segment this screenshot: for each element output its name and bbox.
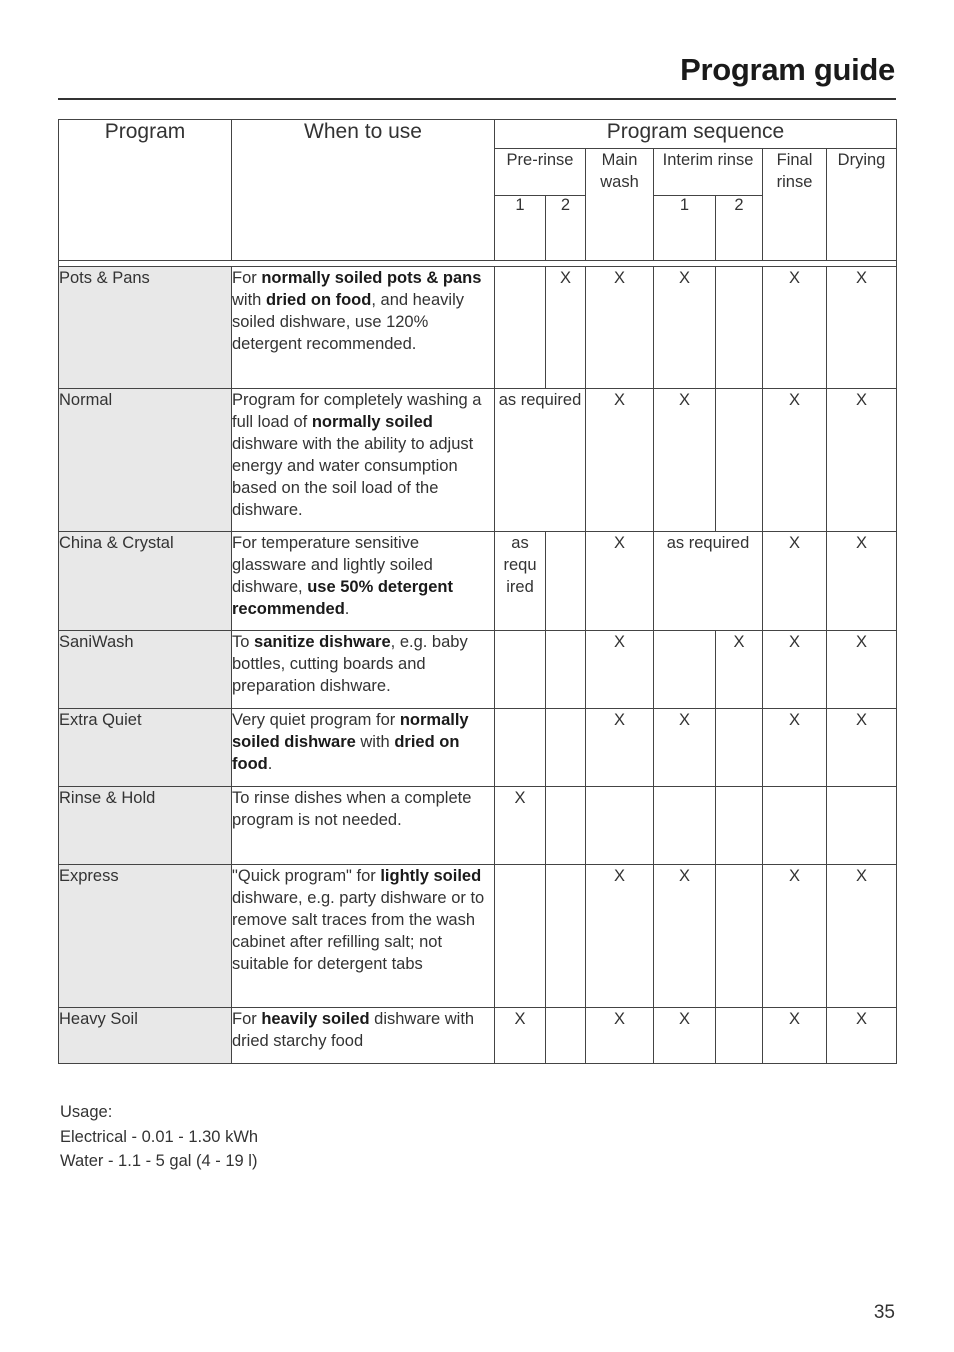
drying-cell: X (827, 389, 897, 532)
interim-1-cell (654, 631, 716, 709)
main-wash-cell: X (586, 1008, 654, 1064)
use-text-segment: For (232, 269, 262, 287)
table-row (59, 865, 897, 1008)
main-wash-cell: X (586, 267, 654, 389)
header-program: Program (59, 120, 232, 261)
emphasis-text: use 50% detergent recommended (232, 578, 454, 618)
pre-rinse-2-cell (546, 1008, 586, 1064)
header-interim-1: 1 (654, 196, 716, 261)
program-name: Heavy Soil (59, 1008, 232, 1064)
program-name: Pots & Pans (59, 267, 232, 389)
when-to-use-text (232, 787, 495, 865)
final-rinse-cell: X (763, 631, 827, 709)
header-interim-rinse: Interim rinse (654, 149, 763, 196)
usage-label: Usage: (60, 1103, 113, 1121)
final-rinse-cell: X (763, 865, 827, 1008)
when-to-use-text (232, 267, 495, 389)
interim-1-cell (654, 787, 716, 865)
program-name: Normal (59, 389, 232, 532)
header-pre-rinse: Pre-rinse (495, 149, 586, 196)
when-to-use-text (232, 1008, 495, 1064)
header-pre-rinse-1: 1 (495, 196, 546, 261)
interim-2-cell (716, 865, 763, 1008)
emphasis-text: normally soiled pots & pans (261, 269, 482, 287)
pre-rinse-1-cell (495, 709, 546, 787)
header-interim-2: 2 (716, 196, 763, 261)
pre-rinse-2-cell: X (546, 267, 586, 389)
interim-2-cell (716, 1008, 763, 1064)
drying-cell: X (827, 532, 897, 631)
program-name: Extra Quiet (59, 709, 232, 787)
use-text-segment: , and heavily soiled dishware, use 120% detergent recommended. (232, 291, 464, 353)
use-text-segment: dishware with the ability to adjust energy and water consumption based on the soil load of the dishware. (232, 435, 474, 519)
header-program-sequence: Program sequence (495, 120, 897, 149)
use-text-segment: Program for completely washing a full load of (232, 391, 482, 431)
drying-cell: X (827, 709, 897, 787)
table-row (59, 709, 897, 787)
main-wash-cell: X (586, 865, 654, 1008)
use-text-segment: For (232, 1010, 262, 1028)
title-rule (58, 98, 896, 100)
final-rinse-cell: X (763, 532, 827, 631)
table-row (59, 532, 897, 631)
interim-2-cell: X (716, 631, 763, 709)
interim-1-cell: X (654, 389, 716, 532)
final-rinse-cell: X (763, 709, 827, 787)
use-text-segment: . (267, 755, 273, 773)
pre-rinse-2-cell (546, 532, 586, 631)
final-rinse-cell (763, 787, 827, 865)
usage-electrical: Electrical - 0.01 - 1.30 kWh (60, 1127, 259, 1146)
usage-water: Water - 1.1 - 5 gal (4 - 19 l) (60, 1152, 258, 1170)
pre-rinse-2-cell (546, 631, 586, 709)
table-row (59, 389, 897, 532)
when-to-use-text (232, 709, 495, 787)
pre-rinse-1-cell: X (495, 1008, 546, 1064)
use-text-segment: dishware, e.g. party dishware or to remove salt traces from the wash cabinet after refilling salt; not suitable for detergent tabs (232, 889, 485, 973)
main-wash-cell: X (586, 709, 654, 787)
page-number: 35 (873, 1302, 895, 1323)
pre-rinse-1-cell (495, 865, 546, 1008)
when-to-use-text (232, 865, 495, 1008)
page-title: Program guide (680, 52, 895, 87)
table-row (59, 631, 897, 709)
drying-cell (827, 787, 897, 865)
drying-cell: X (827, 267, 897, 389)
use-text-segment: dishware with dried starchy food (232, 1010, 475, 1050)
table-row (59, 787, 897, 865)
emphasis-text: lightly soiled (380, 867, 482, 885)
header-main-wash: Main wash (586, 149, 654, 261)
emphasis-text: sanitize dishware (254, 633, 391, 651)
main-wash-cell: X (586, 532, 654, 631)
table-row (59, 267, 897, 389)
pre-rinse-1-cell (495, 267, 546, 389)
interim-2-cell (716, 709, 763, 787)
interim-1-cell: X (654, 1008, 716, 1064)
use-text-segment: To rinse dishes when a complete program is not needed. (232, 789, 472, 829)
final-rinse-cell: X (763, 389, 827, 532)
program-name: Express (59, 865, 232, 1008)
drying-cell: X (827, 865, 897, 1008)
use-text-segment: . (344, 600, 350, 618)
usage-notes (60, 1100, 258, 1174)
use-text-segment: Very quiet program for (232, 711, 400, 729)
pre-rinse-2-cell (546, 787, 586, 865)
final-rinse-cell: X (763, 267, 827, 389)
pre-rinse-1-cell: X (495, 787, 546, 865)
main-wash-cell: X (586, 389, 654, 532)
when-to-use-text (232, 631, 495, 709)
program-name: SaniWash (59, 631, 232, 709)
pre-rinse-2-cell (546, 865, 586, 1008)
interim-2-cell (716, 267, 763, 389)
program-name: China & Crystal (59, 532, 232, 631)
interim-1-cell: X (654, 865, 716, 1008)
emphasis-text: dried on food (232, 733, 460, 773)
header-final-rinse: Final rinse (763, 149, 827, 261)
interim-2-cell (716, 787, 763, 865)
use-text-segment: with (232, 291, 266, 309)
emphasis-text: normally soiled dishware (232, 711, 469, 751)
drying-cell: X (827, 1008, 897, 1064)
drying-cell: X (827, 631, 897, 709)
final-rinse-cell: X (763, 1008, 827, 1064)
program-guide-table (58, 119, 897, 1064)
table-row (59, 1008, 897, 1064)
pre-rinse-1-cell (495, 631, 546, 709)
program-name: Rinse & Hold (59, 787, 232, 865)
main-wash-cell: X (586, 631, 654, 709)
header-drying: Drying (827, 149, 897, 261)
pre-rinse-1-cell: as requ ired (495, 532, 546, 631)
use-text-segment: To (232, 633, 255, 651)
pre-rinse-merged-cell: as required (495, 389, 586, 532)
interim-2-cell (716, 389, 763, 532)
main-wash-cell (586, 787, 654, 865)
when-to-use-text (232, 389, 495, 532)
use-text-segment: with (355, 733, 395, 751)
header-pre-rinse-2: 2 (546, 196, 586, 261)
use-text-segment: For temperature sensitive glassware and lightly soiled dishware, (232, 534, 433, 596)
emphasis-text: normally soiled (311, 413, 433, 431)
interim-1-cell: X (654, 267, 716, 389)
use-text-segment: , e.g. baby bottles, cutting boards and preparation dishware. (232, 633, 468, 695)
use-text-segment: "Quick program" for (232, 867, 381, 885)
interim-rinse-merged-cell: as required (654, 532, 763, 631)
emphasis-text: heavily soiled (261, 1010, 370, 1028)
pre-rinse-2-cell (546, 709, 586, 787)
interim-1-cell: X (654, 709, 716, 787)
header-when-to-use: When to use (232, 120, 495, 261)
when-to-use-text (232, 532, 495, 631)
emphasis-text: dried on food (265, 291, 372, 309)
